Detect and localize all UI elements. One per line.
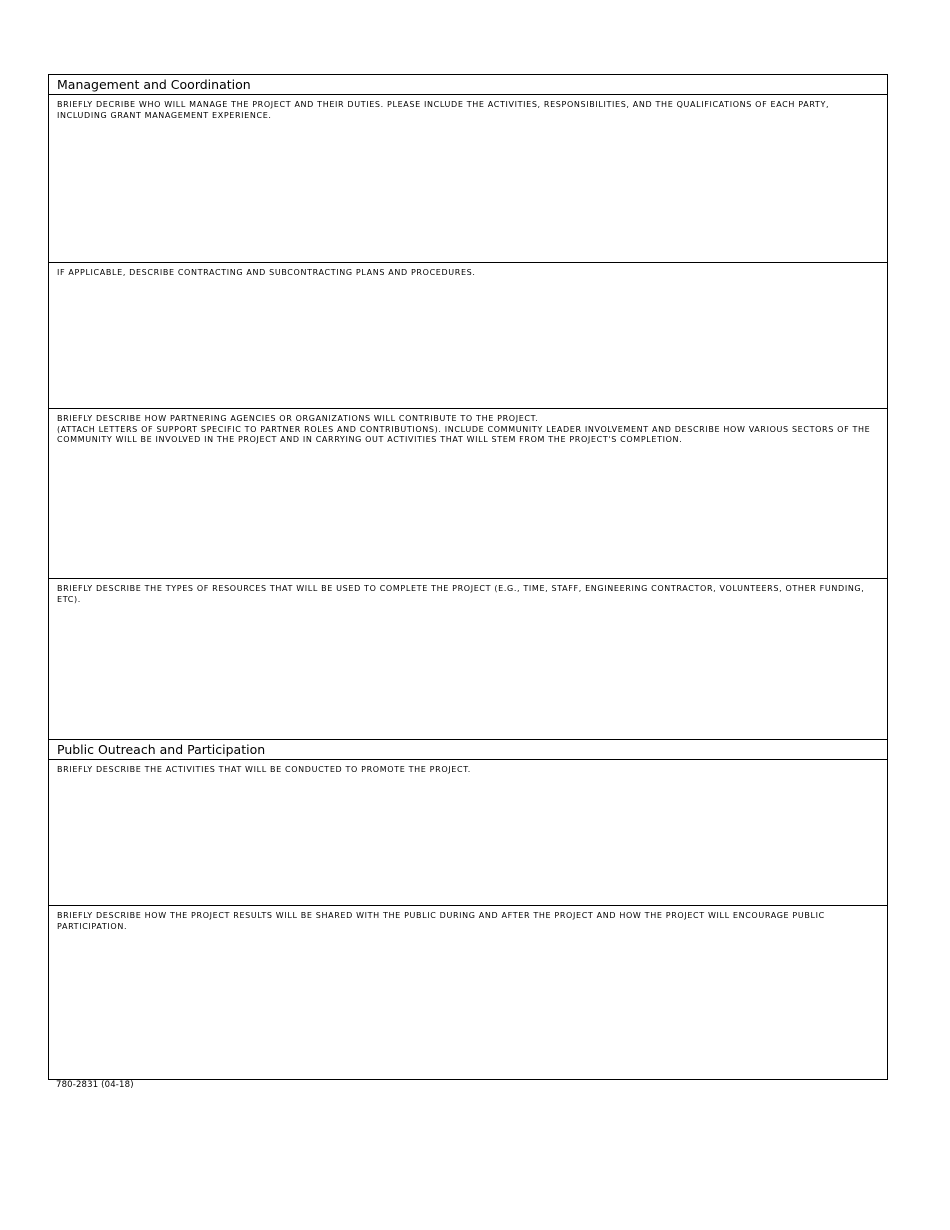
field-contracting-plans[interactable] [49, 263, 887, 409]
response-area[interactable] [57, 131, 879, 258]
section-title-management: Management and Coordination [57, 77, 251, 92]
response-area[interactable] [57, 942, 879, 1075]
response-area[interactable] [57, 615, 879, 735]
application-form [48, 74, 888, 1080]
section-title-outreach: Public Outreach and Participation [57, 742, 266, 757]
field-public-sharing[interactable] [49, 906, 887, 1079]
response-area[interactable] [57, 299, 879, 404]
field-project-management[interactable] [49, 95, 887, 263]
field-label: BRIEFLY DESCRIBE HOW PARTNERING AGENCIES OR ORGANIZATIONS WILL CONTRIBUTE TO THE PROJECT. (ATTACH LETTERS OF SUPPORT SPECIFIC TO PARTNER ROLES AND CONTRIBUTIONS). INCLUDE COMMUNITY LEADER INVOLVEMENT AND DESCRIBE HOW VARIOUS SECTORS OF THE COMMUNITY WILL BE INVOLVED IN THE PROJECT AND IN CARRYING OUT ACTIVITIES THAT WILL STEM FROM THE PROJECT'S COMPLETION. [57, 414, 871, 444]
response-area[interactable] [57, 796, 879, 901]
field-partnering-agencies[interactable] [49, 409, 887, 579]
field-label: IF APPLICABLE, DESCRIBE CONTRACTING AND SUBCONTRACTING PLANS AND PROCEDURES. [57, 268, 476, 277]
field-label: BRIEFLY DESCRIBE THE ACTIVITIES THAT WILL BE CONDUCTED TO PROMOTE THE PROJECT. [57, 765, 471, 774]
section-header-outreach [49, 740, 887, 760]
field-promotion-activities[interactable] [49, 760, 887, 906]
field-label: BRIEFLY DECRIBE WHO WILL MANAGE THE PROJECT AND THEIR DUTIES. PLEASE INCLUDE THE ACTIVITIES, RESPONSIBILITIES, AND THE QUALIFICATIONS OF EACH PARTY, INCLUDING GRANT MANAGEMENT EXPERIENCE. [57, 100, 830, 120]
response-area[interactable] [57, 457, 879, 574]
field-label: BRIEFLY DESCRIBE THE TYPES OF RESOURCES THAT WILL BE USED TO COMPLETE THE PROJECT (E.G., TIME, STAFF, ENGINEERING CONTRACTOR, VOLUNTEERS, OTHER FUNDING, ETC). [57, 584, 865, 604]
form-number: 780-2831 (04-18) [56, 1080, 134, 1090]
field-label: BRIEFLY DESCRIBE HOW THE PROJECT RESULTS WILL BE SHARED WITH THE PUBLIC DURING AND AFTER THE PROJECT AND HOW THE PROJECT WILL ENCOURAGE PUBLIC PARTICIPATION. [57, 911, 825, 931]
field-resources[interactable] [49, 579, 887, 740]
section-header-management [49, 75, 887, 95]
